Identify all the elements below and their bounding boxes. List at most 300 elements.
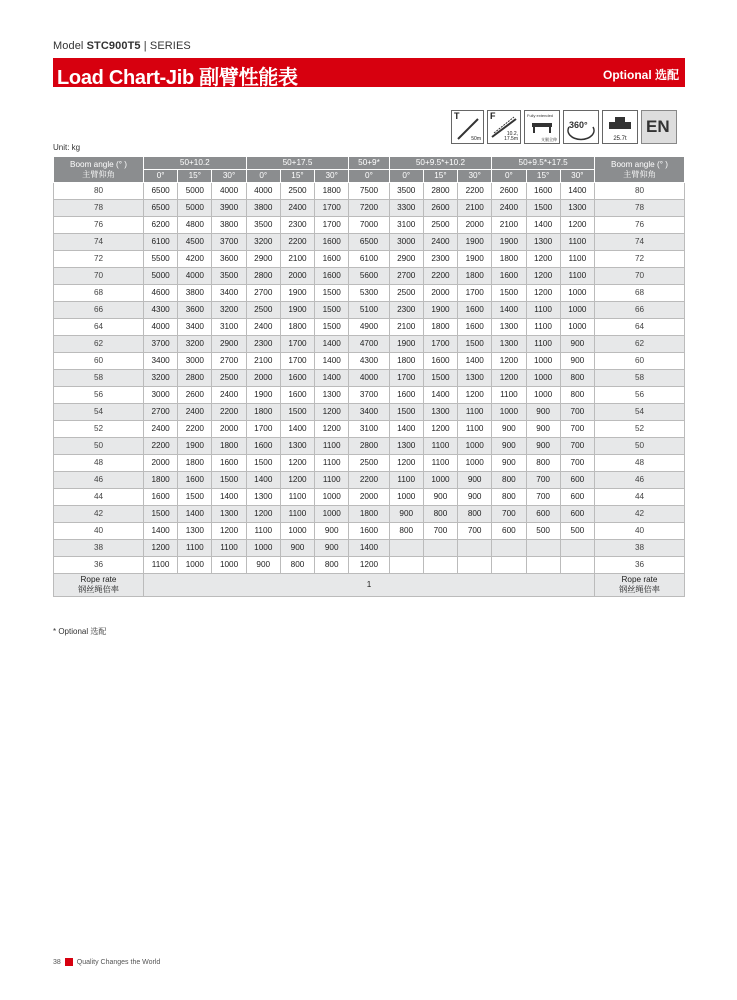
load-cell: 2000 [144, 455, 178, 472]
sub-angle-header: 30° [212, 170, 246, 183]
angle-cell: 64 [595, 319, 685, 336]
load-cell: 2000 [349, 489, 389, 506]
load-cell: 1600 [389, 387, 423, 404]
load-cell: 900 [526, 404, 560, 421]
load-cell: 1400 [280, 421, 314, 438]
main-boom-icon-label: T [454, 111, 460, 121]
angle-cell: 46 [54, 472, 144, 489]
table-row [54, 370, 685, 387]
load-cell: 2700 [212, 353, 246, 370]
load-cell: 2400 [246, 319, 280, 336]
table-row [54, 404, 685, 421]
language-badge [641, 110, 677, 144]
load-cell: 1200 [349, 557, 389, 574]
load-cell: 3700 [144, 336, 178, 353]
load-cell: 2900 [389, 251, 423, 268]
load-cell: 1200 [315, 404, 349, 421]
load-cell: 1900 [246, 387, 280, 404]
brand-square-icon [65, 958, 73, 966]
load-cell: 1800 [458, 268, 492, 285]
load-cell: 1500 [315, 319, 349, 336]
load-cell: 1800 [423, 319, 457, 336]
load-cell: 3400 [144, 353, 178, 370]
page-footer [53, 958, 160, 966]
load-cell: 1000 [280, 523, 314, 540]
load-cell: 6100 [144, 234, 178, 251]
load-cell: 3600 [178, 302, 212, 319]
jib-length [504, 132, 518, 142]
group-header-row [54, 157, 685, 170]
load-cell: 900 [423, 489, 457, 506]
table-row [54, 438, 685, 455]
load-cell: 1500 [280, 404, 314, 421]
angle-cell: 40 [595, 523, 685, 540]
rotation-icon [563, 110, 599, 144]
load-cell: 3200 [246, 234, 280, 251]
load-cell: 4800 [178, 217, 212, 234]
load-cell: 1600 [458, 302, 492, 319]
load-cell: 1100 [526, 302, 560, 319]
load-cell: 2400 [492, 200, 526, 217]
load-cell: 1300 [526, 234, 560, 251]
sub-angle-header: 30° [560, 170, 594, 183]
load-cell: 1000 [458, 455, 492, 472]
angle-cell: 56 [595, 387, 685, 404]
load-cell: 1300 [280, 438, 314, 455]
table-row [54, 302, 685, 319]
load-cell: 4000 [246, 183, 280, 200]
load-cell: 3800 [212, 217, 246, 234]
load-cell: 1300 [389, 438, 423, 455]
table-row [54, 387, 685, 404]
load-cell: 1400 [144, 523, 178, 540]
load-cell: 1100 [458, 421, 492, 438]
load-cell: 2200 [349, 472, 389, 489]
angle-cell: 42 [54, 506, 144, 523]
load-cell: 900 [492, 438, 526, 455]
load-cell: 2300 [246, 336, 280, 353]
table-row [54, 234, 685, 251]
outrigger-icon [524, 110, 560, 144]
load-cell: 1700 [280, 336, 314, 353]
sub-angle-header: 30° [315, 170, 349, 183]
load-cell [389, 557, 423, 574]
load-cell: 1200 [423, 421, 457, 438]
load-cell: 4000 [178, 268, 212, 285]
load-cell: 2800 [178, 370, 212, 387]
angle-cell: 52 [54, 421, 144, 438]
load-rows [54, 183, 685, 597]
load-cell: 500 [560, 523, 594, 540]
load-cell: 1400 [178, 506, 212, 523]
group-header: 50+17.5 [246, 157, 349, 170]
load-cell: 3400 [178, 319, 212, 336]
sub-angle-header: 0° [246, 170, 280, 183]
angle-cell: 62 [595, 336, 685, 353]
table-row [54, 285, 685, 302]
angle-cell: 48 [54, 455, 144, 472]
load-cell: 1100 [212, 540, 246, 557]
angle-cell: 56 [54, 387, 144, 404]
angle-cell: 58 [54, 370, 144, 387]
load-cell: 800 [560, 370, 594, 387]
load-cell: 3000 [389, 234, 423, 251]
angle-cell: 54 [54, 404, 144, 421]
load-cell: 2400 [178, 404, 212, 421]
load-cell: 2700 [144, 404, 178, 421]
load-cell: 1000 [458, 438, 492, 455]
load-cell: 1100 [423, 438, 457, 455]
load-cell: 1900 [280, 285, 314, 302]
load-cell: 2400 [212, 387, 246, 404]
load-cell: 7500 [349, 183, 389, 200]
angle-cell: 76 [595, 217, 685, 234]
table-row [54, 319, 685, 336]
load-cell: 1400 [315, 336, 349, 353]
load-cell: 4700 [349, 336, 389, 353]
load-cell: 3300 [389, 200, 423, 217]
load-cell: 2000 [280, 268, 314, 285]
load-cell: 1600 [315, 234, 349, 251]
load-cell: 1000 [526, 370, 560, 387]
load-cell: 1100 [144, 557, 178, 574]
load-cell: 1000 [560, 285, 594, 302]
load-cell: 1600 [144, 489, 178, 506]
load-cell: 6100 [349, 251, 389, 268]
load-cell: 1100 [246, 523, 280, 540]
load-cell: 700 [492, 506, 526, 523]
load-cell: 2400 [280, 200, 314, 217]
load-cell: 1800 [349, 506, 389, 523]
load-cell: 1000 [212, 557, 246, 574]
load-cell: 800 [280, 557, 314, 574]
load-cell: 1700 [389, 370, 423, 387]
rope-rate-cn: 钢丝绳倍率 [78, 585, 119, 594]
load-cell: 3700 [212, 234, 246, 251]
table-row [54, 540, 685, 557]
load-cell: 1000 [526, 353, 560, 370]
main-boom-icon [451, 110, 484, 144]
outrigger-sub: 支腿全伸 [541, 137, 557, 142]
load-cell: 1200 [492, 353, 526, 370]
load-cell: 1000 [560, 319, 594, 336]
load-cell: 2200 [280, 234, 314, 251]
load-cell: 600 [526, 506, 560, 523]
table-row [54, 506, 685, 523]
load-cell: 6500 [349, 234, 389, 251]
load-cell: 1000 [423, 472, 457, 489]
load-cell: 1100 [178, 540, 212, 557]
load-cell: 1500 [423, 370, 457, 387]
load-cell: 1100 [526, 336, 560, 353]
load-cell: 1500 [315, 285, 349, 302]
load-cell: 1700 [423, 336, 457, 353]
table-row [54, 200, 685, 217]
load-cell: 2400 [144, 421, 178, 438]
load-cell: 1200 [458, 387, 492, 404]
load-cell: 1500 [492, 285, 526, 302]
sub-angle-header: 15° [178, 170, 212, 183]
group-header: 50+9.5*+17.5 [492, 157, 595, 170]
load-cell: 1200 [526, 285, 560, 302]
language-code: EN [646, 117, 670, 136]
load-cell: 4000 [349, 370, 389, 387]
load-cell: 800 [560, 387, 594, 404]
sub-angle-header: 0° [389, 170, 423, 183]
load-cell: 2000 [212, 421, 246, 438]
table-row [54, 557, 685, 574]
counterweight-icon [602, 110, 638, 144]
load-cell: 3900 [212, 200, 246, 217]
load-cell: 1200 [560, 217, 594, 234]
load-cell: 2500 [423, 217, 457, 234]
model-prefix: Model [53, 40, 84, 52]
load-cell: 800 [492, 472, 526, 489]
load-cell: 5300 [349, 285, 389, 302]
load-cell: 2000 [423, 285, 457, 302]
angle-cell: 74 [54, 234, 144, 251]
load-cell: 1100 [423, 455, 457, 472]
load-cell [458, 557, 492, 574]
load-cell: 1100 [315, 438, 349, 455]
load-cell: 900 [458, 472, 492, 489]
load-cell: 1600 [280, 370, 314, 387]
table-row [54, 455, 685, 472]
table-row [54, 472, 685, 489]
load-cell: 1400 [526, 217, 560, 234]
load-cell: 1200 [144, 540, 178, 557]
sub-angle-header-row [54, 170, 685, 183]
load-cell: 1200 [280, 455, 314, 472]
load-cell: 800 [423, 506, 457, 523]
angle-cell: 50 [54, 438, 144, 455]
load-cell: 1400 [315, 370, 349, 387]
load-cell: 700 [560, 421, 594, 438]
load-cell: 7000 [349, 217, 389, 234]
load-cell: 900 [526, 438, 560, 455]
angle-header-en: Boom angle (° ) [611, 159, 668, 169]
load-cell: 7200 [349, 200, 389, 217]
load-cell: 1700 [315, 200, 349, 217]
group-header: 50+9* [349, 157, 389, 170]
load-cell [526, 557, 560, 574]
angle-cell: 76 [54, 217, 144, 234]
rope-rate-value: 1 [144, 574, 595, 597]
table-row [54, 523, 685, 540]
load-cell: 1800 [492, 251, 526, 268]
load-cell: 1400 [315, 353, 349, 370]
angle-cell: 68 [54, 285, 144, 302]
load-cell: 1700 [315, 217, 349, 234]
rotation-label: 360° [569, 120, 588, 130]
load-cell: 2500 [212, 370, 246, 387]
load-cell: 2800 [349, 438, 389, 455]
load-cell: 1800 [246, 404, 280, 421]
load-cell: 3000 [178, 353, 212, 370]
title-banner [53, 58, 685, 87]
load-cell: 1300 [492, 319, 526, 336]
load-cell: 1100 [315, 455, 349, 472]
load-cell: 2200 [423, 268, 457, 285]
load-cell: 3600 [212, 251, 246, 268]
load-cell: 3800 [246, 200, 280, 217]
load-cell: 1700 [280, 353, 314, 370]
load-cell: 800 [389, 523, 423, 540]
rotation-arc-icon [564, 111, 598, 143]
load-cell: 2100 [492, 217, 526, 234]
load-cell [560, 557, 594, 574]
load-cell: 1500 [178, 489, 212, 506]
angle-cell: 38 [54, 540, 144, 557]
load-cell: 3500 [389, 183, 423, 200]
load-cell: 1200 [492, 370, 526, 387]
angle-cell: 44 [595, 489, 685, 506]
load-cell: 2200 [212, 404, 246, 421]
load-cell: 700 [526, 489, 560, 506]
load-cell: 2300 [280, 217, 314, 234]
load-cell: 1600 [315, 251, 349, 268]
load-cell: 2300 [389, 302, 423, 319]
counterweight-value: 25.7t [613, 136, 627, 142]
load-cell: 1000 [178, 557, 212, 574]
load-cell: 1300 [212, 506, 246, 523]
jib-length-1: 10.2, [506, 131, 518, 137]
load-cell: 1600 [178, 472, 212, 489]
load-cell: 4300 [349, 353, 389, 370]
jib-icon-label: F [490, 111, 496, 121]
load-cell: 700 [458, 523, 492, 540]
load-cell: 1400 [560, 183, 594, 200]
load-cell: 3200 [212, 302, 246, 319]
load-cell: 1800 [389, 353, 423, 370]
angle-cell: 78 [595, 200, 685, 217]
load-cell: 2300 [423, 251, 457, 268]
load-cell: 4900 [349, 319, 389, 336]
load-cell: 2900 [212, 336, 246, 353]
load-cell: 600 [560, 506, 594, 523]
load-cell: 4500 [178, 234, 212, 251]
load-cell: 1600 [492, 268, 526, 285]
load-cell: 900 [389, 506, 423, 523]
load-cell: 3000 [144, 387, 178, 404]
load-cell: 900 [246, 557, 280, 574]
load-cell: 2000 [458, 217, 492, 234]
load-cell: 3500 [246, 217, 280, 234]
load-cell: 1100 [458, 404, 492, 421]
angle-cell: 78 [54, 200, 144, 217]
angle-cell: 80 [54, 183, 144, 200]
angle-cell: 40 [54, 523, 144, 540]
angle-cell: 74 [595, 234, 685, 251]
table-row [54, 183, 685, 200]
load-cell: 1000 [492, 404, 526, 421]
load-cell: 1100 [560, 268, 594, 285]
load-cell: 600 [492, 523, 526, 540]
load-cell: 4600 [144, 285, 178, 302]
load-cell: 2100 [458, 200, 492, 217]
load-cell: 1400 [349, 540, 389, 557]
load-cell: 2500 [280, 183, 314, 200]
load-cell: 900 [560, 336, 594, 353]
model-suffix: | SERIES [143, 40, 191, 52]
model-line [53, 40, 191, 52]
load-cell: 1800 [315, 183, 349, 200]
load-cell: 1200 [246, 506, 280, 523]
load-cell: 6500 [144, 183, 178, 200]
load-cell: 1900 [458, 251, 492, 268]
load-cell: 1500 [526, 200, 560, 217]
load-cell: 1200 [389, 455, 423, 472]
load-cell: 2500 [246, 302, 280, 319]
load-cell: 4200 [178, 251, 212, 268]
page-number: 38 [53, 958, 61, 966]
load-cell: 2600 [423, 200, 457, 217]
load-cell: 1800 [144, 472, 178, 489]
jib-length-2: 17.5m [504, 136, 518, 142]
sub-angle-header: 0° [492, 170, 526, 183]
table-row [54, 353, 685, 370]
load-cell: 1600 [280, 387, 314, 404]
load-cell: 500 [526, 523, 560, 540]
load-cell: 2900 [246, 251, 280, 268]
load-cell: 1300 [178, 523, 212, 540]
load-cell: 1900 [178, 438, 212, 455]
load-cell: 700 [560, 438, 594, 455]
load-cell: 2100 [280, 251, 314, 268]
table-row [54, 421, 685, 438]
sub-angle-header: 15° [280, 170, 314, 183]
sub-angle-header: 30° [458, 170, 492, 183]
angle-cell: 48 [595, 455, 685, 472]
load-cell: 1800 [212, 438, 246, 455]
load-cell: 700 [560, 404, 594, 421]
load-cell: 800 [458, 506, 492, 523]
load-cell: 1100 [315, 472, 349, 489]
load-cell: 3400 [212, 285, 246, 302]
load-cell: 1000 [246, 540, 280, 557]
load-cell: 1700 [246, 421, 280, 438]
load-cell: 1400 [458, 353, 492, 370]
load-cell: 1100 [389, 472, 423, 489]
footer-slogan: Quality Changes the World [76, 958, 161, 966]
angle-cell: 58 [595, 370, 685, 387]
angle-cell: 66 [595, 302, 685, 319]
angle-cell: 72 [595, 251, 685, 268]
main-boom-length: 50m [471, 136, 481, 142]
load-cell: 3200 [178, 336, 212, 353]
load-cell: 900 [458, 489, 492, 506]
load-cell: 2000 [246, 370, 280, 387]
load-cell [423, 557, 457, 574]
load-cell: 2800 [423, 183, 457, 200]
table-row [54, 251, 685, 268]
load-cell: 1200 [280, 472, 314, 489]
load-cell: 3500 [212, 268, 246, 285]
angle-cell: 60 [54, 353, 144, 370]
load-cell: 1600 [526, 183, 560, 200]
load-cell: 1400 [492, 302, 526, 319]
load-cell: 5000 [144, 268, 178, 285]
footnote: * Optional 选配 [53, 627, 107, 636]
load-cell: 1500 [389, 404, 423, 421]
load-cell: 1900 [280, 302, 314, 319]
load-cell: 1000 [389, 489, 423, 506]
load-cell: 1600 [246, 438, 280, 455]
load-cell: 1400 [246, 472, 280, 489]
load-cell: 1800 [280, 319, 314, 336]
load-cell: 900 [280, 540, 314, 557]
load-cell: 1100 [492, 387, 526, 404]
